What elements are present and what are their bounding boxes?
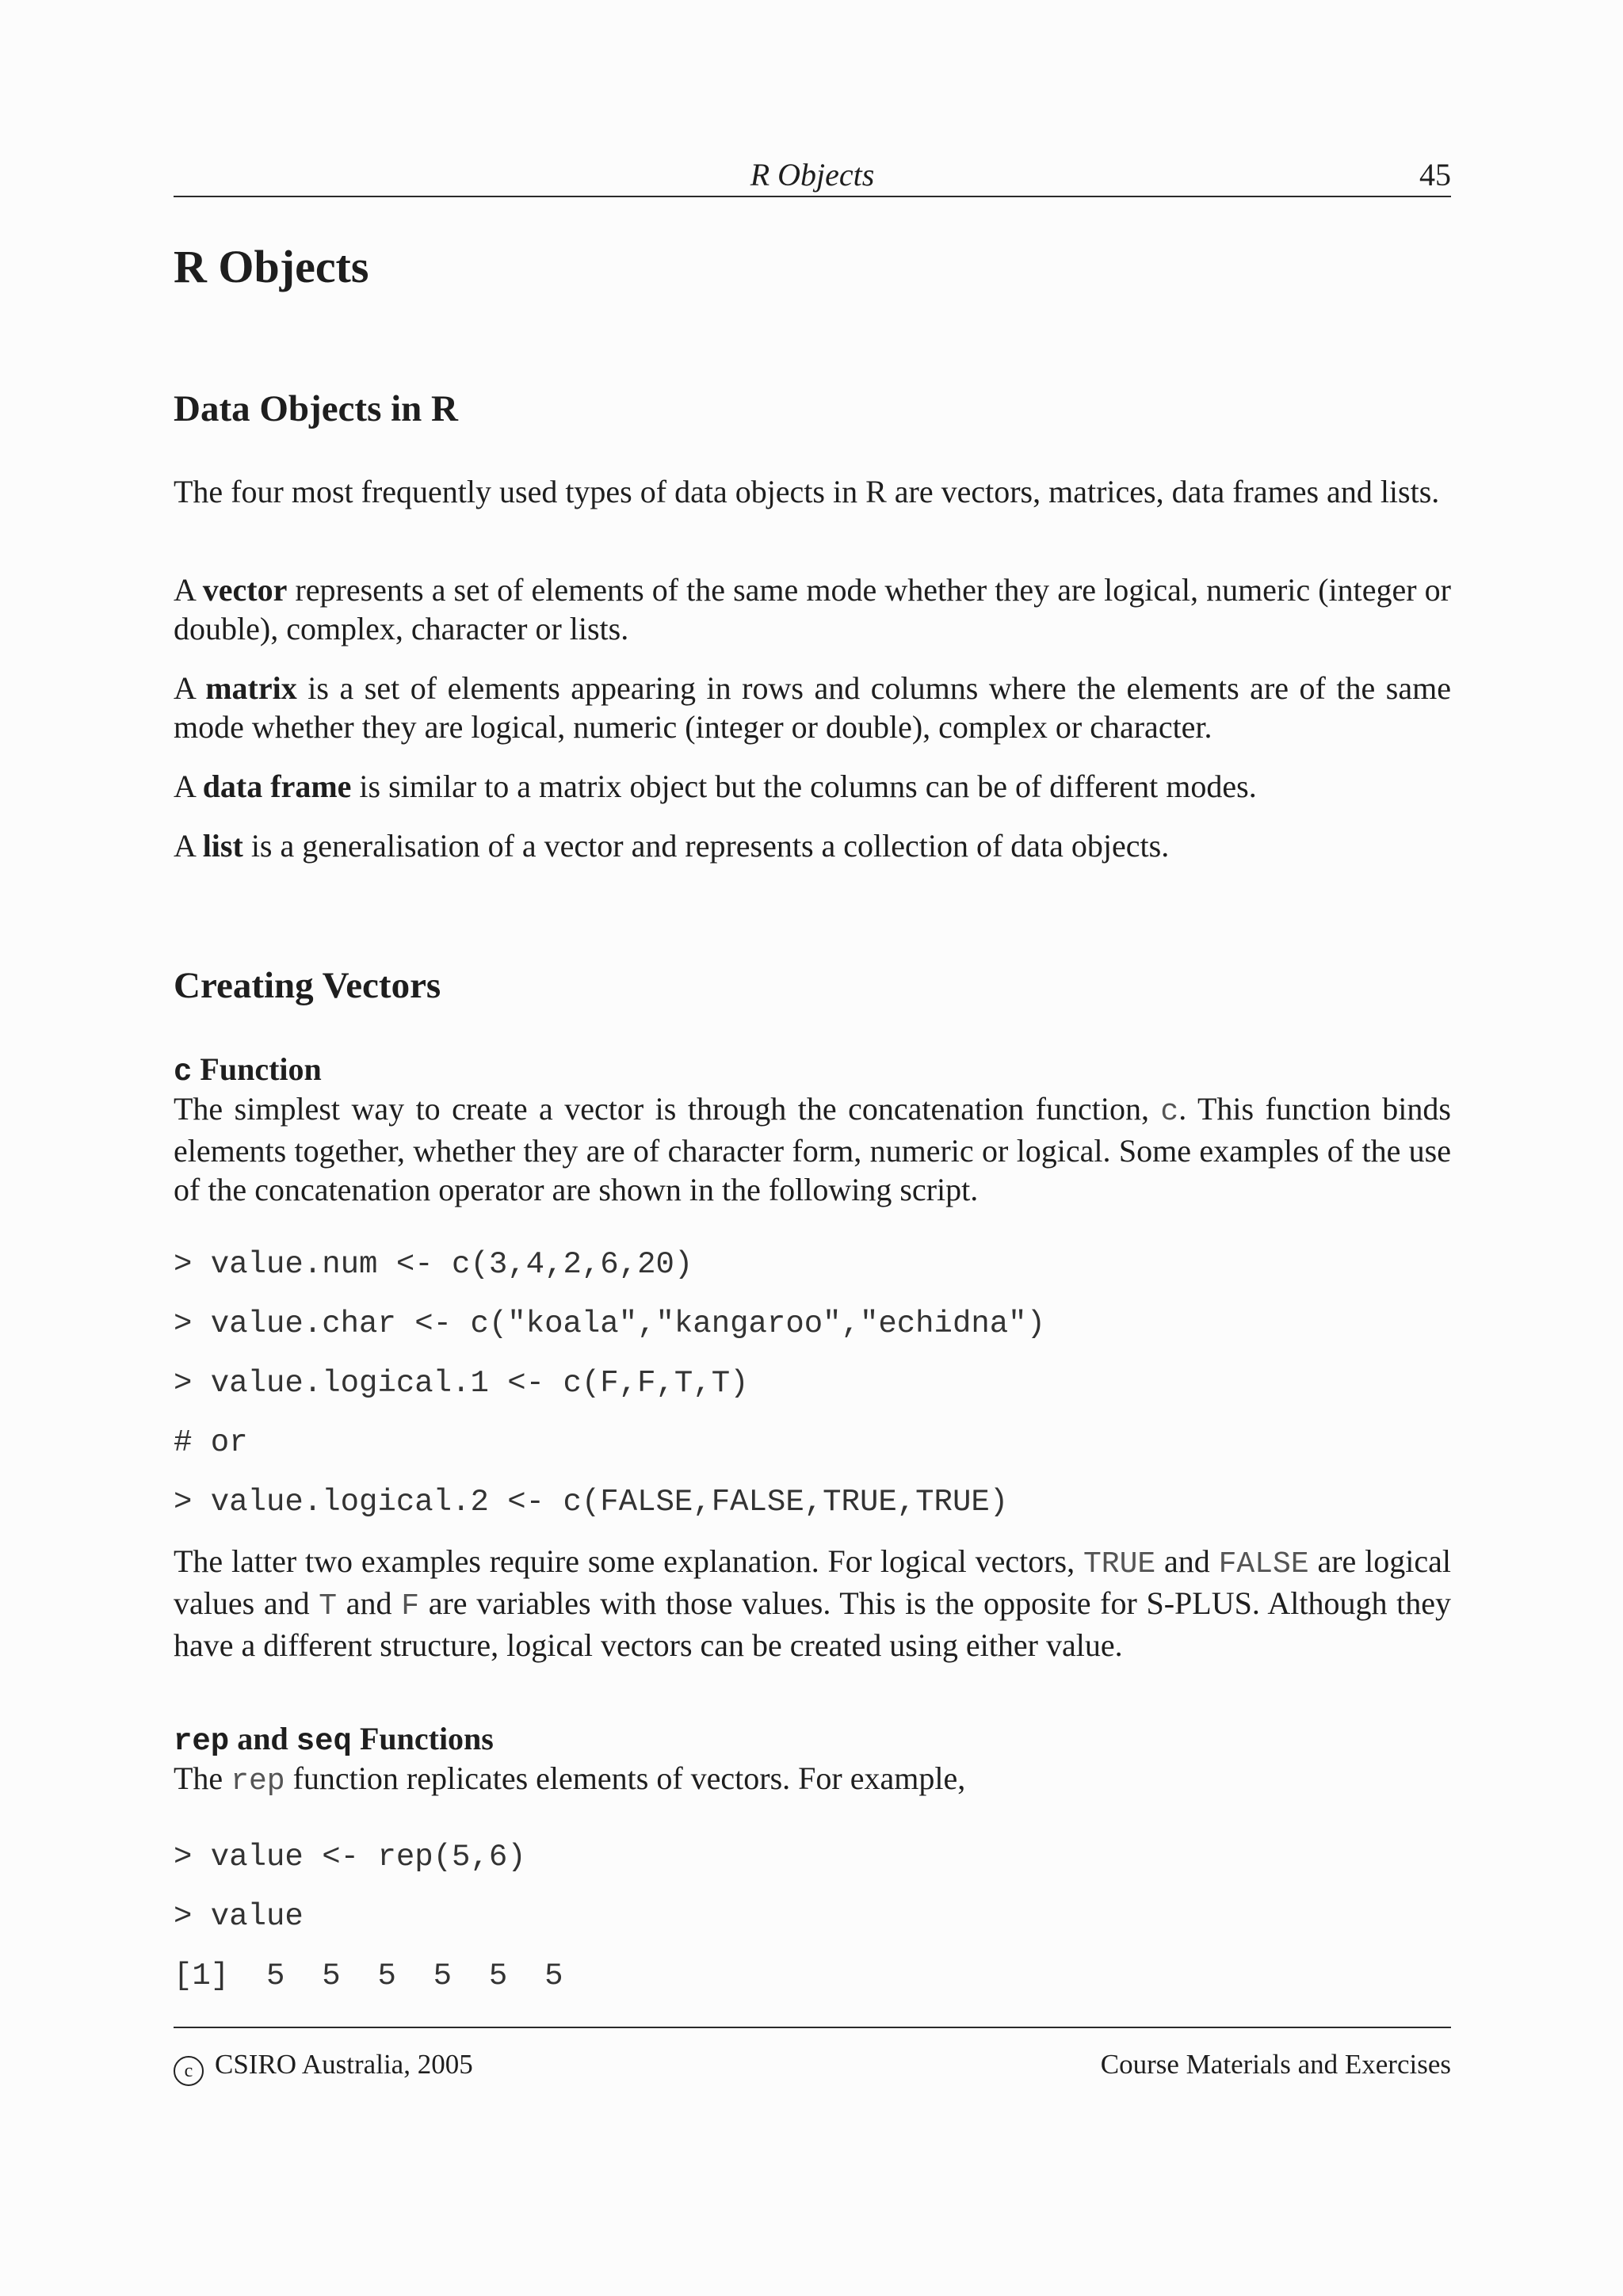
matrix-definition: A matrix is a set of elements appearing in rows and columns where the elements are of the same mode whether they are logical, numeric (integer or double), complex or character. [174, 670, 1451, 745]
rep-function-paragraph: The rep function replicates elements of vectors. For example, [174, 1760, 966, 1798]
running-header [174, 154, 1451, 197]
code-line: > value.char <- c("koala","kangaroo","echidna") [174, 1306, 1045, 1341]
term-matrix: matrix [205, 670, 297, 706]
page-title: R Objects [174, 241, 369, 292]
footer-copyright: c CSIRO Australia, 2005 [174, 2049, 473, 2086]
code-line: > value.logical.2 <- c(FALSE,FALSE,TRUE,TRUE) [174, 1485, 1009, 1520]
subheading-rep-seq-functions: rep and seq Functions [174, 1721, 494, 1759]
section-heading-data-objects: Data Objects in R [174, 388, 458, 429]
code-line: > value [174, 1899, 304, 1934]
running-title: R Objects [750, 157, 875, 193]
code-line: > value.num <- c(3,4,2,6,20) [174, 1247, 693, 1282]
footer-course-title: Course Materials and Exercises [1100, 2049, 1451, 2080]
code-output: [1] 5 5 5 5 5 5 [174, 1958, 563, 1993]
page-number: 45 [1419, 157, 1451, 193]
vector-definition: A vector represents a set of elements of the same mode whether they are logical, numeric (integer or double), complex, character or lists. [174, 572, 1452, 646]
section-heading-creating-vectors: Creating Vectors [174, 965, 441, 1006]
subheading-c-function: c Function [174, 1051, 322, 1089]
c-function-paragraph: The simplest way to create a vector is through the concatenation function, c. This function binds elements together, whether they are of character form, numeric or logical. Some examples of the use of the concatenation operator are shown in the following script. [174, 1091, 1451, 1207]
page-footer [174, 2027, 1451, 2092]
term-vector: vector [202, 572, 288, 608]
list-definition: A list is a generalisation of a vector and represents a collection of data objects. [174, 828, 1170, 864]
term-data-frame: data frame [202, 769, 352, 804]
code-line: > value.logical.1 <- c(F,F,T,T) [174, 1366, 749, 1401]
copyright-icon: c [174, 2056, 204, 2086]
code-comment: # or [174, 1425, 248, 1460]
intro-paragraph: The four most frequently used types of data objects in R are vectors, matrices, data frames and lists. [174, 474, 1440, 509]
term-list: list [202, 828, 243, 864]
data-frame-definition: A data frame is similar to a matrix object but the columns can be of different modes. [174, 769, 1257, 804]
logical-explanation-paragraph: The latter two examples require some explanation. For logical vectors, TRUE and FALSE are logical values and T and F are variables with those values. This is the opposite for S-PLUS. Although they have a different structure, logical vectors can be created using either value. [174, 1543, 1451, 1663]
code-line: > value <- rep(5,6) [174, 1840, 526, 1875]
